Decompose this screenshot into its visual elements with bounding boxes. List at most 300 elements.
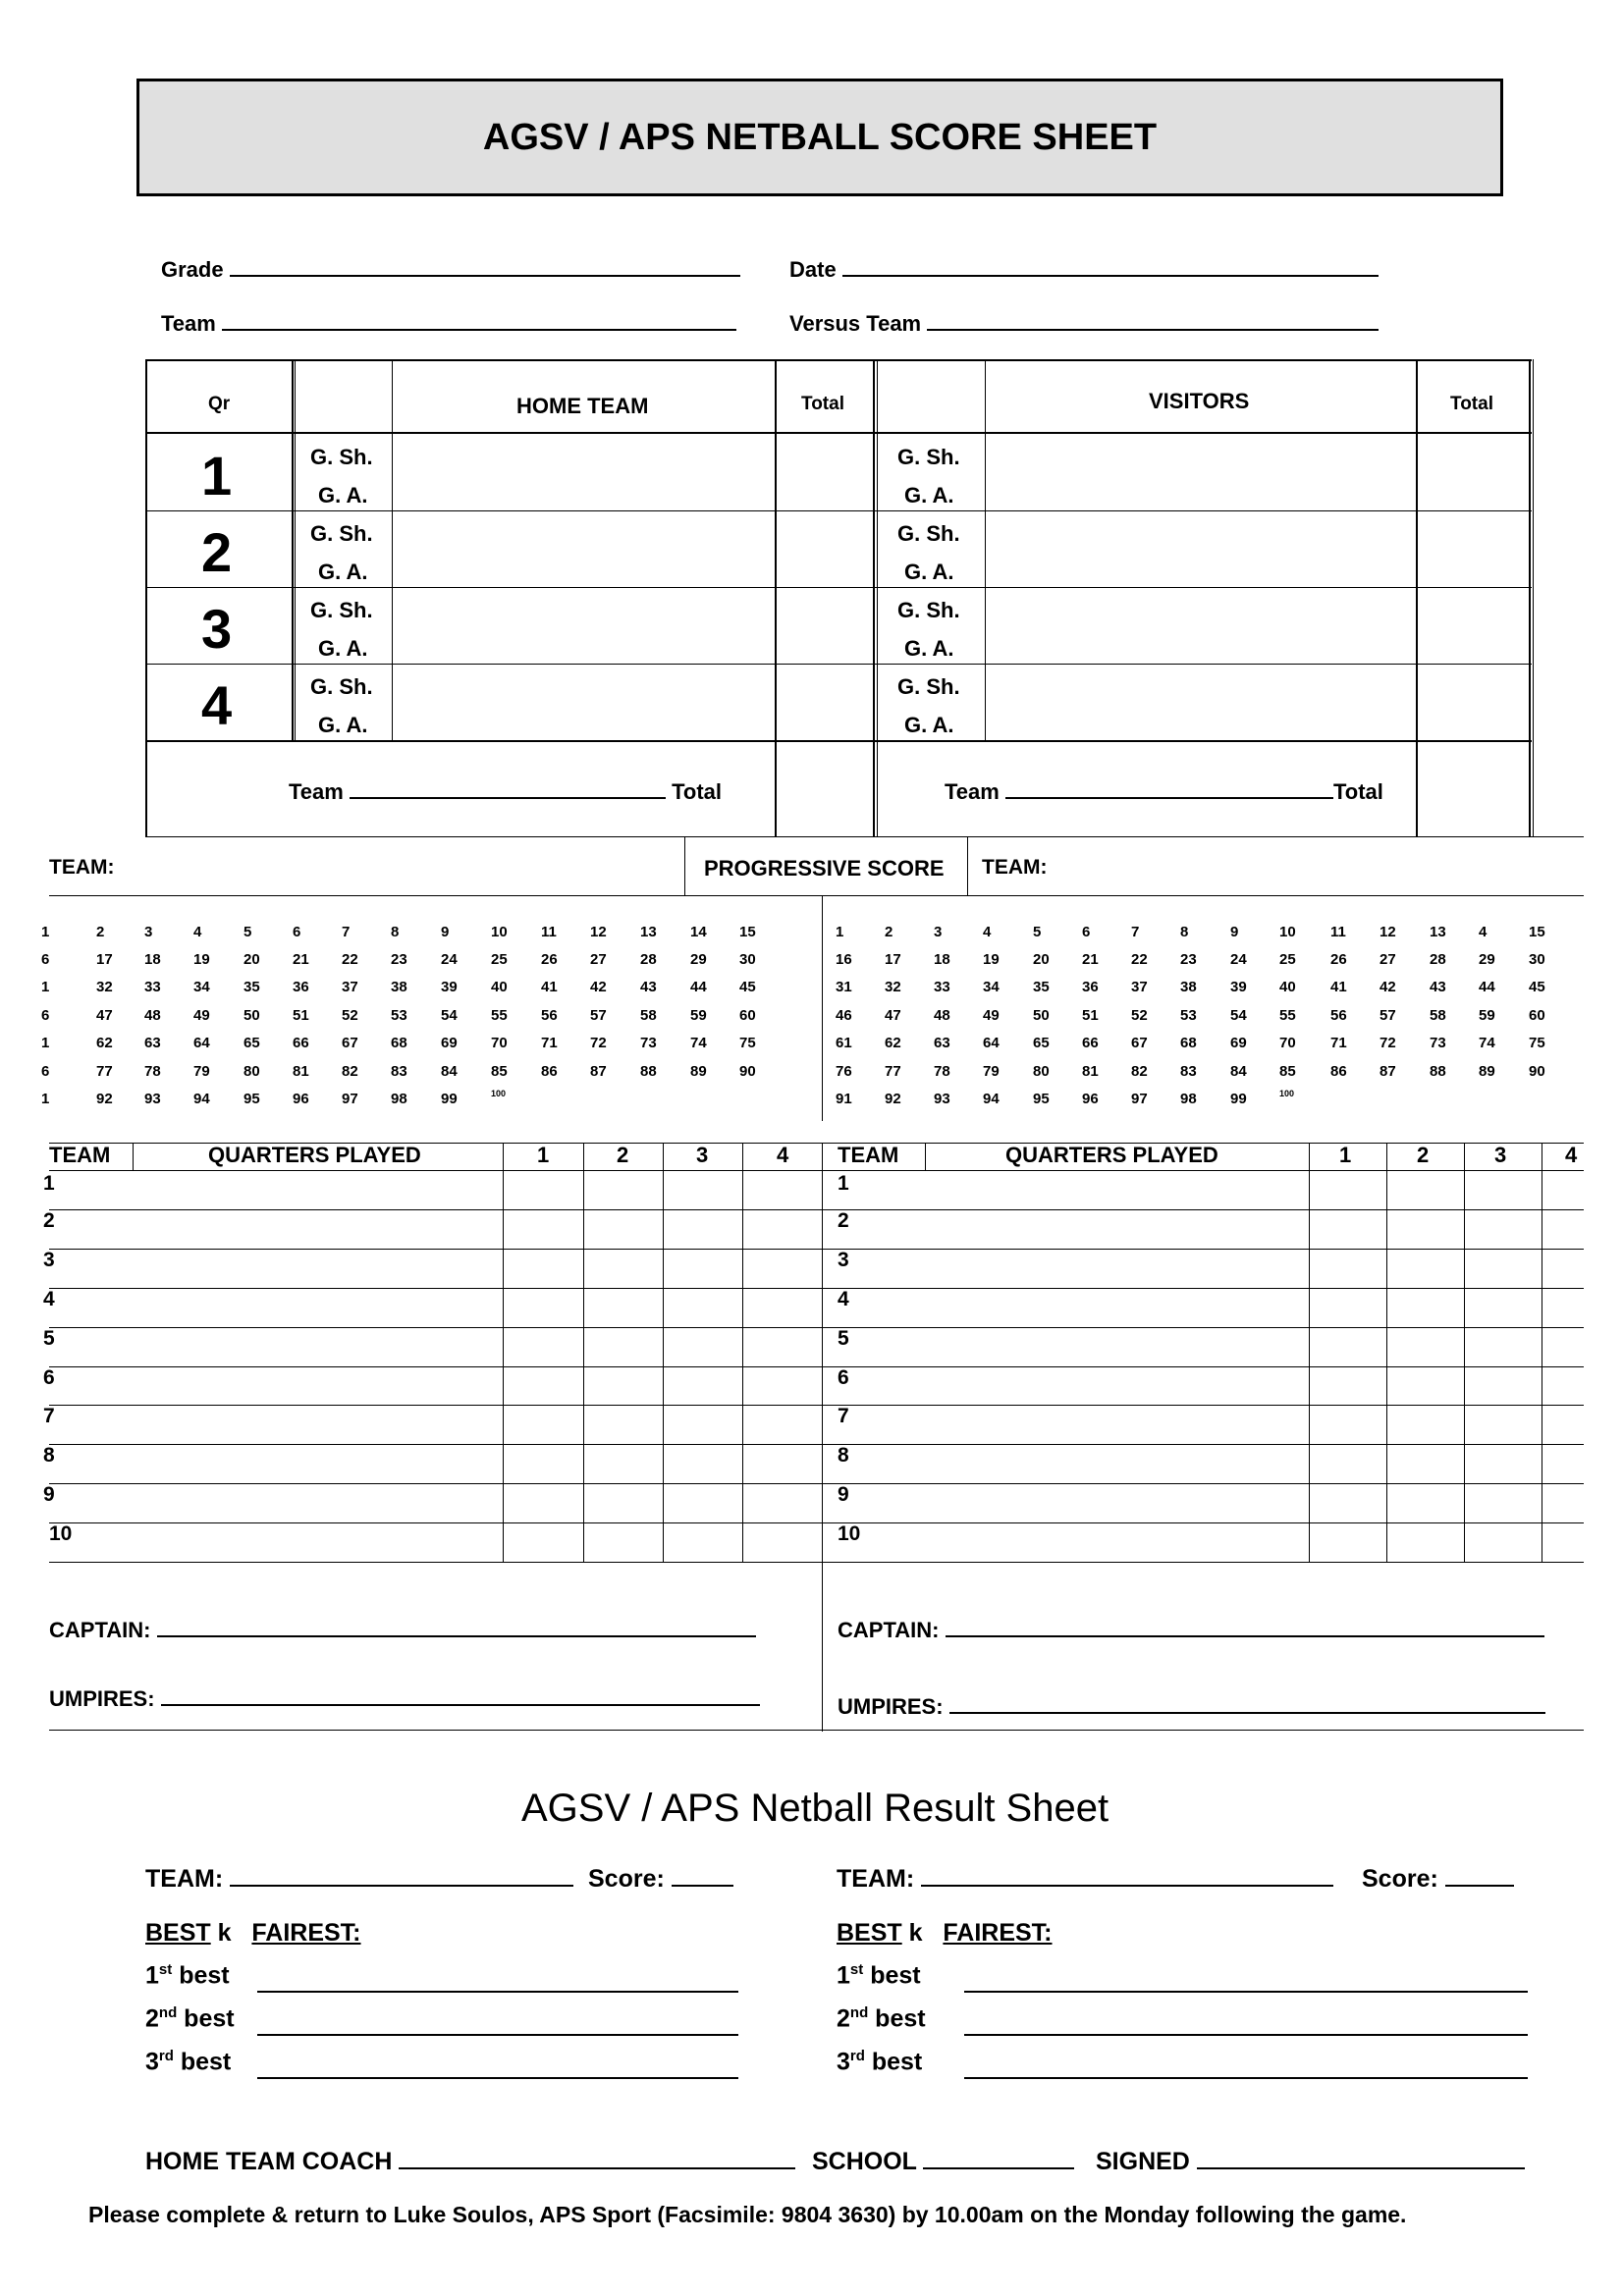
progressive-number[interactable]: 81 bbox=[1082, 1063, 1099, 1080]
progressive-number[interactable]: 80 bbox=[243, 1063, 260, 1080]
progressive-number[interactable]: 22 bbox=[342, 951, 358, 968]
progressive-number[interactable]: 27 bbox=[590, 951, 607, 968]
footer-instructions: Please complete & return to Luke Soulos, APS Sport (Facsimile: 9804 3630) by 10.00am on the Monday following the game. bbox=[88, 2202, 1407, 2227]
progressive-number[interactable]: 68 bbox=[1180, 1035, 1197, 1051]
progressive-number[interactable]: 13 bbox=[640, 924, 657, 940]
qp-team-header-home: TEAM bbox=[49, 1143, 111, 1167]
progressive-number[interactable]: 97 bbox=[342, 1091, 358, 1107]
progressive-number[interactable]: 37 bbox=[342, 979, 358, 995]
progressive-number[interactable]: 29 bbox=[1479, 951, 1495, 968]
progressive-number[interactable]: 31 bbox=[836, 979, 852, 995]
progressive-number[interactable]: 73 bbox=[640, 1035, 657, 1051]
visitors-team-total-row[interactable] bbox=[945, 777, 1383, 805]
quarter-number: 3 bbox=[201, 598, 233, 660]
ga-label: G. A. bbox=[318, 483, 368, 507]
progressive-number[interactable]: 52 bbox=[1131, 1007, 1148, 1024]
progressive-number[interactable]: 40 bbox=[491, 979, 508, 995]
umpires-field-home[interactable] bbox=[49, 1682, 760, 1712]
result-score-field-visitors[interactable] bbox=[1362, 1863, 1514, 1894]
progressive-number[interactable]: 5 bbox=[1033, 924, 1042, 940]
progressive-number[interactable]: 71 bbox=[541, 1035, 558, 1051]
progressive-number[interactable]: 59 bbox=[1479, 1007, 1495, 1024]
progressive-number[interactable]: 5 bbox=[243, 924, 252, 940]
best-place-line[interactable] bbox=[964, 2034, 1528, 2036]
progressive-number[interactable]: 66 bbox=[293, 1035, 309, 1051]
best-place-line[interactable] bbox=[257, 2077, 738, 2079]
best-place-label: 3rd best bbox=[837, 2048, 923, 2076]
qp-row-number-home: 4 bbox=[43, 1288, 55, 1310]
progressive-number[interactable]: 54 bbox=[441, 1007, 458, 1024]
home-team-header: HOME TEAM bbox=[516, 394, 649, 418]
progressive-number[interactable]: 21 bbox=[1082, 951, 1099, 968]
captain-field-home[interactable] bbox=[49, 1614, 756, 1643]
progressive-number[interactable]: 96 bbox=[293, 1091, 309, 1107]
progressive-number[interactable]: 19 bbox=[193, 951, 210, 968]
progressive-number[interactable]: 60 bbox=[1529, 1007, 1545, 1024]
progressive-number[interactable]: 19 bbox=[983, 951, 1000, 968]
progressive-number[interactable]: 21 bbox=[293, 951, 309, 968]
progressive-number[interactable]: 93 bbox=[934, 1091, 950, 1107]
progressive-number[interactable]: 26 bbox=[1330, 951, 1347, 968]
progressive-number[interactable]: 45 bbox=[739, 979, 756, 995]
result-team-label: TEAM: bbox=[145, 1865, 224, 1893]
best-place-label: 3rd best bbox=[145, 2048, 232, 2076]
progressive-number[interactable]: 12 bbox=[1380, 924, 1396, 940]
progressive-number[interactable]: 58 bbox=[640, 1007, 657, 1024]
qp-quarter-header: 2 bbox=[1417, 1143, 1430, 1167]
qp-row-number-visitors: 2 bbox=[838, 1209, 849, 1232]
progressive-number[interactable]: 42 bbox=[1380, 979, 1396, 995]
progressive-number[interactable]: 55 bbox=[1279, 1007, 1296, 1024]
progressive-number[interactable]: 99 bbox=[1230, 1091, 1247, 1107]
best-place-line[interactable] bbox=[257, 1991, 738, 1993]
progressive-number[interactable]: 92 bbox=[885, 1091, 901, 1107]
home-total-header: Total bbox=[801, 394, 844, 414]
qp-row-number-home: 2 bbox=[43, 1209, 55, 1232]
progressive-number[interactable]: 20 bbox=[243, 951, 260, 968]
progressive-number[interactable]: 69 bbox=[1230, 1035, 1247, 1051]
qp-row-number-visitors: 6 bbox=[838, 1366, 849, 1389]
progressive-number[interactable]: 72 bbox=[590, 1035, 607, 1051]
progressive-number[interactable]: 38 bbox=[391, 979, 407, 995]
progressive-number[interactable]: 6 bbox=[41, 1063, 50, 1080]
progressive-number[interactable]: 56 bbox=[541, 1007, 558, 1024]
progressive-number[interactable]: 83 bbox=[391, 1063, 407, 1080]
progressive-number[interactable]: 82 bbox=[1131, 1063, 1148, 1080]
progressive-number[interactable]: 78 bbox=[934, 1063, 950, 1080]
progressive-number[interactable]: 57 bbox=[1380, 1007, 1396, 1024]
qp-title-visitors: QUARTERS PLAYED bbox=[1005, 1143, 1218, 1167]
progressive-number[interactable]: 47 bbox=[96, 1007, 113, 1024]
progressive-number[interactable]: 98 bbox=[391, 1091, 407, 1107]
progressive-number[interactable]: 92 bbox=[96, 1091, 113, 1107]
qp-row-number-home: 8 bbox=[43, 1444, 55, 1467]
progressive-number[interactable]: 44 bbox=[690, 979, 707, 995]
qp-row-number-home: 6 bbox=[43, 1366, 55, 1389]
progressive-number[interactable]: 100 bbox=[491, 1089, 507, 1098]
progressive-number[interactable]: 85 bbox=[1279, 1063, 1296, 1080]
progressive-number[interactable]: 60 bbox=[739, 1007, 756, 1024]
qp-title-home: QUARTERS PLAYED bbox=[208, 1143, 421, 1167]
quarter-number: 2 bbox=[201, 521, 233, 583]
progressive-number[interactable]: 96 bbox=[1082, 1091, 1099, 1107]
progressive-number[interactable]: 35 bbox=[1033, 979, 1050, 995]
quarter-number: 4 bbox=[201, 674, 233, 736]
progressive-number[interactable]: 87 bbox=[590, 1063, 607, 1080]
progressive-number[interactable]: 88 bbox=[640, 1063, 657, 1080]
ga-label: G. A. bbox=[318, 713, 368, 737]
progressive-number[interactable]: 81 bbox=[293, 1063, 309, 1080]
progressive-number[interactable]: 86 bbox=[541, 1063, 558, 1080]
progressive-number[interactable]: 10 bbox=[1279, 924, 1296, 940]
progressive-number[interactable]: 39 bbox=[441, 979, 458, 995]
progressive-number[interactable]: 11 bbox=[1330, 924, 1346, 940]
progressive-number[interactable]: 98 bbox=[1180, 1091, 1197, 1107]
gs-label: G. Sh. bbox=[897, 598, 960, 622]
best-fairest-header-home: BEST k FAIREST: bbox=[145, 1919, 361, 1947]
home-team-coach-field[interactable] bbox=[145, 2146, 795, 2176]
progressive-number[interactable]: 76 bbox=[836, 1063, 852, 1080]
progressive-number[interactable]: 20 bbox=[1033, 951, 1050, 968]
progressive-number[interactable]: 70 bbox=[491, 1035, 508, 1051]
progressive-number[interactable]: 34 bbox=[983, 979, 1000, 995]
progressive-number[interactable]: 27 bbox=[1380, 951, 1396, 968]
best-place-label: 1st best bbox=[145, 1961, 230, 1990]
result-sheet-title: AGSV / APS Netball Result Sheet bbox=[521, 1787, 1109, 1830]
qp-quarter-header: 1 bbox=[537, 1143, 550, 1167]
gs-label: G. Sh. bbox=[310, 674, 373, 699]
progressive-number[interactable]: 32 bbox=[96, 979, 113, 995]
progressive-number[interactable]: 41 bbox=[1330, 979, 1347, 995]
progressive-number[interactable]: 79 bbox=[193, 1063, 210, 1080]
versus-team-field[interactable] bbox=[789, 307, 1379, 337]
progressive-number[interactable]: 77 bbox=[96, 1063, 113, 1080]
best-place-label: 2nd best bbox=[837, 2004, 926, 2033]
progressive-number[interactable]: 17 bbox=[96, 951, 113, 968]
best-place-label: 1st best bbox=[837, 1961, 921, 1990]
progressive-number[interactable]: 89 bbox=[1479, 1063, 1495, 1080]
best-fairest-header-visitors: BEST k FAIREST: bbox=[837, 1919, 1053, 1947]
sheet-title: AGSV / APS NETBALL SCORE SHEET bbox=[136, 79, 1503, 196]
umpires-field-visitors[interactable] bbox=[838, 1690, 1545, 1720]
team-label: Team bbox=[289, 779, 344, 804]
progressive-number[interactable]: 67 bbox=[342, 1035, 358, 1051]
progressive-number[interactable]: 72 bbox=[1380, 1035, 1396, 1051]
visitors-total-header: Total bbox=[1450, 394, 1493, 414]
progressive-number[interactable]: 24 bbox=[441, 951, 458, 968]
qp-row-number-home: 9 bbox=[43, 1483, 55, 1506]
progressive-number[interactable]: 6 bbox=[293, 924, 301, 940]
progressive-number[interactable]: 46 bbox=[836, 1007, 852, 1024]
progressive-number[interactable]: 6 bbox=[41, 951, 50, 968]
umpires-label: UMPIRES: bbox=[49, 1686, 155, 1711]
progressive-number[interactable]: 90 bbox=[1529, 1063, 1545, 1080]
result-score-label: Score: bbox=[588, 1865, 665, 1893]
qp-row-number-visitors: 9 bbox=[838, 1483, 849, 1506]
progressive-number[interactable]: 75 bbox=[1529, 1035, 1545, 1051]
progressive-number[interactable]: 16 bbox=[836, 951, 852, 968]
progressive-number[interactable]: 1 bbox=[41, 979, 50, 995]
home-team-coach-label: HOME TEAM COACH bbox=[145, 2148, 393, 2175]
progressive-number[interactable]: 17 bbox=[885, 951, 901, 968]
date-label: Date bbox=[789, 257, 837, 282]
qp-quarter-header: 3 bbox=[1494, 1143, 1507, 1167]
progressive-number[interactable]: 28 bbox=[640, 951, 657, 968]
ga-label: G. A. bbox=[904, 636, 954, 661]
school-field[interactable] bbox=[812, 2146, 1074, 2176]
progressive-number[interactable]: 99 bbox=[441, 1091, 458, 1107]
progressive-number[interactable]: 37 bbox=[1131, 979, 1148, 995]
progressive-number[interactable]: 1 bbox=[41, 1035, 50, 1051]
progressive-number[interactable]: 53 bbox=[1180, 1007, 1197, 1024]
progressive-number[interactable]: 52 bbox=[342, 1007, 358, 1024]
progressive-number[interactable]: 64 bbox=[983, 1035, 1000, 1051]
result-team-label: TEAM: bbox=[837, 1865, 915, 1893]
progressive-number[interactable]: 73 bbox=[1430, 1035, 1446, 1051]
team-label: Team bbox=[945, 779, 1000, 804]
progressive-number[interactable]: 18 bbox=[144, 951, 161, 968]
progressive-number[interactable]: 61 bbox=[836, 1035, 852, 1051]
progressive-number[interactable]: 82 bbox=[342, 1063, 358, 1080]
best-place-label: 2nd best bbox=[145, 2004, 235, 2033]
progressive-number[interactable]: 63 bbox=[934, 1035, 950, 1051]
progressive-number[interactable]: 36 bbox=[293, 979, 309, 995]
ga-label: G. A. bbox=[904, 483, 954, 507]
qp-quarter-header: 2 bbox=[617, 1143, 629, 1167]
captain-label: CAPTAIN: bbox=[838, 1618, 940, 1642]
progressive-number[interactable]: 12 bbox=[590, 924, 607, 940]
progressive-number[interactable]: 100 bbox=[1279, 1089, 1295, 1098]
progressive-number[interactable]: 48 bbox=[144, 1007, 161, 1024]
progressive-number[interactable]: 79 bbox=[983, 1063, 1000, 1080]
progressive-number[interactable]: 58 bbox=[1430, 1007, 1446, 1024]
progressive-number[interactable]: 2 bbox=[885, 924, 893, 940]
progressive-number[interactable]: 95 bbox=[243, 1091, 260, 1107]
progressive-number[interactable]: 94 bbox=[983, 1091, 1000, 1107]
progressive-number[interactable]: 6 bbox=[1082, 924, 1091, 940]
home-team-total-row[interactable] bbox=[289, 777, 722, 805]
ga-label: G. A. bbox=[904, 713, 954, 737]
progressive-number[interactable]: 53 bbox=[391, 1007, 407, 1024]
signed-field[interactable] bbox=[1096, 2146, 1525, 2176]
result-team-field-visitors[interactable] bbox=[837, 1863, 1333, 1894]
progressive-number[interactable]: 18 bbox=[934, 951, 950, 968]
grade-label: Grade bbox=[161, 257, 224, 282]
date-field[interactable] bbox=[789, 253, 1379, 283]
progressive-number[interactable]: 25 bbox=[1279, 951, 1296, 968]
progressive-team-label-visitors: TEAM: bbox=[982, 856, 1048, 879]
total-label: Total bbox=[672, 779, 723, 804]
ga-label: G. A. bbox=[904, 560, 954, 584]
progressive-number[interactable]: 88 bbox=[1430, 1063, 1446, 1080]
progressive-number[interactable]: 41 bbox=[541, 979, 558, 995]
versus-team-label: Versus Team bbox=[789, 311, 922, 336]
progressive-number[interactable]: 1 bbox=[41, 924, 50, 940]
progressive-number[interactable]: 1 bbox=[836, 924, 844, 940]
qp-team-header-visitors: TEAM bbox=[838, 1143, 899, 1167]
school-label: SCHOOL bbox=[812, 2148, 917, 2175]
best-place-line[interactable] bbox=[257, 2034, 738, 2036]
progressive-number[interactable]: 42 bbox=[590, 979, 607, 995]
progressive-score-title: PROGRESSIVE SCORE bbox=[704, 856, 945, 881]
progressive-number[interactable]: 32 bbox=[885, 979, 901, 995]
progressive-number[interactable]: 3 bbox=[934, 924, 943, 940]
qp-row-number-home: 1 bbox=[43, 1172, 55, 1195]
progressive-number[interactable]: 67 bbox=[1131, 1035, 1148, 1051]
ga-label: G. A. bbox=[318, 636, 368, 661]
result-team-field-home[interactable] bbox=[145, 1863, 573, 1894]
qp-quarter-header: 4 bbox=[1565, 1143, 1578, 1167]
qp-row-number-home: 10 bbox=[49, 1522, 73, 1545]
progressive-number[interactable]: 94 bbox=[193, 1091, 210, 1107]
progressive-number[interactable]: 22 bbox=[1131, 951, 1148, 968]
progressive-number[interactable]: 29 bbox=[690, 951, 707, 968]
progressive-number[interactable]: 50 bbox=[1033, 1007, 1050, 1024]
progressive-number[interactable]: 51 bbox=[1082, 1007, 1099, 1024]
progressive-number[interactable]: 78 bbox=[144, 1063, 161, 1080]
progressive-number[interactable]: 64 bbox=[193, 1035, 210, 1051]
progressive-number[interactable]: 63 bbox=[144, 1035, 161, 1051]
signed-label: SIGNED bbox=[1096, 2148, 1190, 2175]
captain-label: CAPTAIN: bbox=[49, 1618, 151, 1642]
qp-row-number-visitors: 3 bbox=[838, 1249, 849, 1271]
progressive-number[interactable]: 55 bbox=[491, 1007, 508, 1024]
progressive-number[interactable]: 4 bbox=[193, 924, 202, 940]
progressive-number[interactable]: 3 bbox=[144, 924, 153, 940]
progressive-number[interactable]: 95 bbox=[1033, 1091, 1050, 1107]
progressive-number[interactable]: 74 bbox=[1479, 1035, 1495, 1051]
progressive-number[interactable]: 8 bbox=[1180, 924, 1189, 940]
progressive-number[interactable]: 51 bbox=[293, 1007, 309, 1024]
progressive-number[interactable]: 45 bbox=[1529, 979, 1545, 995]
progressive-number[interactable]: 93 bbox=[144, 1091, 161, 1107]
progressive-number[interactable]: 69 bbox=[441, 1035, 458, 1051]
progressive-number[interactable]: 6 bbox=[41, 1007, 50, 1024]
progressive-number[interactable]: 50 bbox=[243, 1007, 260, 1024]
best-place-line[interactable] bbox=[964, 1991, 1528, 1993]
progressive-number[interactable]: 8 bbox=[391, 924, 400, 940]
progressive-number[interactable]: 97 bbox=[1131, 1091, 1148, 1107]
progressive-number[interactable]: 36 bbox=[1082, 979, 1099, 995]
progressive-team-label-home: TEAM: bbox=[49, 856, 115, 879]
progressive-number[interactable]: 65 bbox=[243, 1035, 260, 1051]
umpires-label: UMPIRES: bbox=[838, 1694, 944, 1719]
progressive-number[interactable]: 33 bbox=[934, 979, 950, 995]
qp-row-number-visitors: 10 bbox=[838, 1522, 861, 1545]
captain-field-visitors[interactable] bbox=[838, 1614, 1544, 1643]
progressive-number[interactable]: 9 bbox=[441, 924, 450, 940]
progressive-number[interactable]: 23 bbox=[1180, 951, 1197, 968]
progressive-number[interactable]: 47 bbox=[885, 1007, 901, 1024]
progressive-number[interactable]: 43 bbox=[640, 979, 657, 995]
progressive-number[interactable]: 9 bbox=[1230, 924, 1239, 940]
progressive-number[interactable]: 62 bbox=[885, 1035, 901, 1051]
progressive-number[interactable]: 84 bbox=[441, 1063, 458, 1080]
progressive-number[interactable]: 89 bbox=[690, 1063, 707, 1080]
progressive-number[interactable]: 26 bbox=[541, 951, 558, 968]
progressive-number[interactable]: 91 bbox=[836, 1091, 852, 1107]
progressive-number[interactable]: 30 bbox=[739, 951, 756, 968]
progressive-number[interactable]: 10 bbox=[491, 924, 508, 940]
progressive-number[interactable]: 38 bbox=[1180, 979, 1197, 995]
best-place-line[interactable] bbox=[964, 2077, 1528, 2079]
progressive-number[interactable]: 24 bbox=[1230, 951, 1247, 968]
progressive-number[interactable]: 40 bbox=[1279, 979, 1296, 995]
progressive-number[interactable]: 54 bbox=[1230, 1007, 1247, 1024]
progressive-number[interactable]: 14 bbox=[690, 924, 707, 940]
progressive-number[interactable]: 68 bbox=[391, 1035, 407, 1051]
progressive-number[interactable]: 90 bbox=[739, 1063, 756, 1080]
progressive-number[interactable]: 23 bbox=[391, 951, 407, 968]
qp-quarter-header: 3 bbox=[696, 1143, 709, 1167]
progressive-number[interactable]: 85 bbox=[491, 1063, 508, 1080]
progressive-number[interactable]: 2 bbox=[96, 924, 105, 940]
progressive-number[interactable]: 15 bbox=[1529, 924, 1545, 940]
qp-row-number-home: 3 bbox=[43, 1249, 55, 1271]
qp-row-number-visitors: 4 bbox=[838, 1288, 849, 1310]
qp-row-number-visitors: 5 bbox=[838, 1327, 849, 1350]
progressive-number[interactable]: 7 bbox=[342, 924, 351, 940]
progressive-number[interactable]: 4 bbox=[1479, 924, 1488, 940]
progressive-number[interactable]: 75 bbox=[739, 1035, 756, 1051]
progressive-number[interactable]: 80 bbox=[1033, 1063, 1050, 1080]
progressive-number[interactable]: 11 bbox=[541, 924, 557, 940]
progressive-number[interactable]: 83 bbox=[1180, 1063, 1197, 1080]
team-label: Team bbox=[161, 311, 216, 336]
progressive-number[interactable]: 62 bbox=[96, 1035, 113, 1051]
progressive-number[interactable]: 13 bbox=[1430, 924, 1446, 940]
progressive-number[interactable]: 30 bbox=[1529, 951, 1545, 968]
progressive-number[interactable]: 48 bbox=[934, 1007, 950, 1024]
progressive-number[interactable]: 7 bbox=[1131, 924, 1140, 940]
progressive-number[interactable]: 33 bbox=[144, 979, 161, 995]
progressive-number[interactable]: 77 bbox=[885, 1063, 901, 1080]
progressive-number[interactable]: 59 bbox=[690, 1007, 707, 1024]
progressive-number[interactable]: 44 bbox=[1479, 979, 1495, 995]
progressive-number[interactable]: 56 bbox=[1330, 1007, 1347, 1024]
progressive-number[interactable]: 15 bbox=[739, 924, 756, 940]
team-field[interactable] bbox=[161, 307, 736, 337]
progressive-number[interactable]: 25 bbox=[491, 951, 508, 968]
qp-row-number-home: 5 bbox=[43, 1327, 55, 1350]
qp-row-number-visitors: 8 bbox=[838, 1444, 849, 1467]
progressive-number[interactable]: 57 bbox=[590, 1007, 607, 1024]
progressive-number[interactable]: 49 bbox=[983, 1007, 1000, 1024]
ga-label: G. A. bbox=[318, 560, 368, 584]
qp-row-number-home: 7 bbox=[43, 1405, 55, 1427]
gs-label: G. Sh. bbox=[310, 521, 373, 546]
progressive-number[interactable]: 74 bbox=[690, 1035, 707, 1051]
progressive-number[interactable]: 4 bbox=[983, 924, 992, 940]
progressive-number[interactable]: 71 bbox=[1330, 1035, 1347, 1051]
progressive-number[interactable]: 87 bbox=[1380, 1063, 1396, 1080]
progressive-number[interactable]: 43 bbox=[1430, 979, 1446, 995]
result-score-field-home[interactable] bbox=[588, 1863, 733, 1894]
progressive-number[interactable]: 65 bbox=[1033, 1035, 1050, 1051]
progressive-number[interactable]: 35 bbox=[243, 979, 260, 995]
progressive-number[interactable]: 39 bbox=[1230, 979, 1247, 995]
progressive-number[interactable]: 86 bbox=[1330, 1063, 1347, 1080]
progressive-number[interactable]: 28 bbox=[1430, 951, 1446, 968]
progressive-number[interactable]: 49 bbox=[193, 1007, 210, 1024]
qp-quarter-header: 1 bbox=[1339, 1143, 1352, 1167]
grade-field[interactable] bbox=[161, 253, 740, 283]
progressive-number[interactable]: 34 bbox=[193, 979, 210, 995]
progressive-number[interactable]: 1 bbox=[41, 1091, 50, 1107]
progressive-number[interactable]: 70 bbox=[1279, 1035, 1296, 1051]
progressive-number[interactable]: 66 bbox=[1082, 1035, 1099, 1051]
progressive-number[interactable]: 84 bbox=[1230, 1063, 1247, 1080]
